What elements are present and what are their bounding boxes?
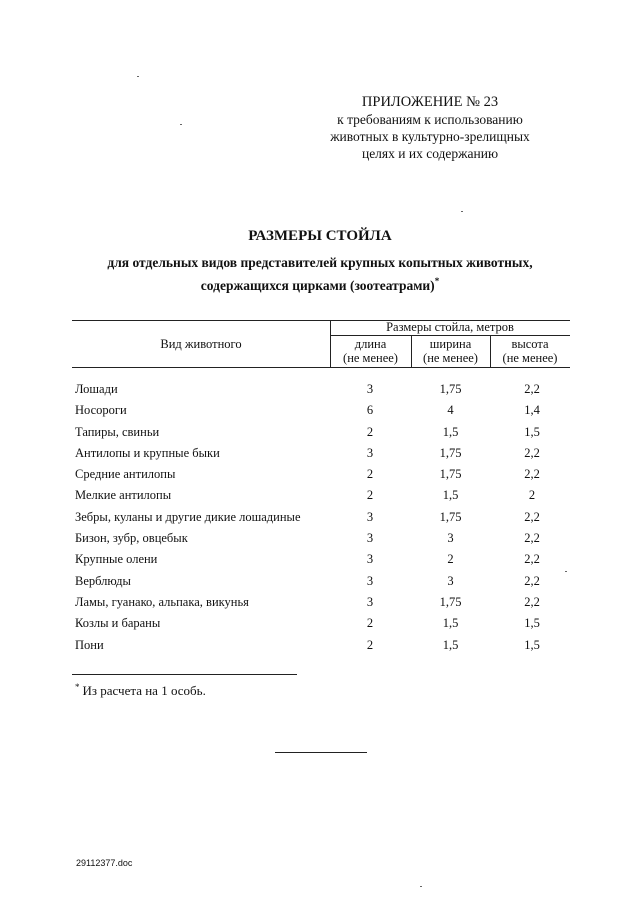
row-animal: Лошади: [75, 382, 118, 396]
row-animal: Носороги: [75, 403, 127, 417]
row-animal: Антилопы и крупные быки: [75, 446, 220, 460]
row-animal: Бизон, зубр, овцебык: [75, 531, 188, 545]
row-height: 2,2: [524, 382, 540, 396]
row-height: 2,2: [524, 467, 540, 481]
row-animal: Ламы, гуанако, альпака, викунья: [75, 595, 249, 609]
scan-speck: [180, 124, 182, 125]
row-length: 3: [366, 552, 374, 566]
document-subtitle: [60, 254, 580, 295]
header-height: [490, 337, 570, 365]
row-height: 2,2: [524, 446, 540, 460]
footnote-text: Из расчета на 1 особь.: [82, 683, 206, 698]
header-length-note: (не менее): [343, 351, 398, 365]
appendix-heading: [300, 94, 560, 162]
row-width: 2: [447, 552, 454, 566]
appendix-line-3: целях и их содержанию: [361, 146, 499, 161]
row-animal: Верблюды: [75, 574, 131, 588]
scan-speck: [420, 886, 422, 887]
row-width: 3: [447, 574, 454, 588]
row-width: 3: [447, 531, 454, 545]
header-length: [330, 337, 411, 365]
subtitle-line-2: [60, 272, 580, 295]
header-height-label: высота: [511, 337, 549, 351]
row-height: 2,2: [524, 531, 540, 545]
header-length-label: длина: [354, 337, 387, 351]
header-sizes: Размеры стойла, метров: [386, 320, 514, 334]
row-height: 2: [528, 488, 536, 502]
row-height: 1,4: [524, 403, 540, 417]
row-width: 1,5: [442, 488, 459, 502]
row-animal: Зебры, куланы и другие дикие лошадиные: [75, 510, 301, 524]
table-subheader-rule: [330, 335, 570, 336]
header-height-note: (не менее): [502, 351, 558, 365]
row-width: 1,75: [439, 382, 462, 396]
header-animal: Вид животного: [160, 337, 242, 351]
row-width: 1,5: [442, 638, 459, 652]
row-length: 2: [366, 638, 374, 652]
document-title: РАЗМЕРЫ СТОЙЛА: [248, 228, 392, 244]
row-animal: Тапиры, свиньи: [75, 425, 160, 439]
scan-speck: [565, 571, 567, 572]
row-height: 2,2: [524, 510, 540, 524]
row-height: 1,5: [524, 638, 540, 652]
row-length: 3: [366, 510, 374, 524]
row-length: 6: [366, 403, 374, 417]
row-length: 2: [366, 467, 374, 481]
appendix-line-2: животных в культурно-зрелищных: [330, 129, 530, 144]
row-width: 1,5: [442, 425, 459, 439]
row-height: 2,2: [524, 552, 540, 566]
row-length: 2: [366, 425, 374, 439]
row-height: 1,5: [524, 425, 540, 439]
footnote-mark: *: [75, 682, 80, 692]
row-length: 3: [366, 446, 374, 460]
row-width: 1,75: [439, 446, 462, 460]
row-length: 3: [366, 574, 374, 588]
subtitle-line-1: для отдельных видов представителей крупных копытных животных,: [107, 255, 533, 270]
footnote-separator: [72, 674, 297, 675]
row-width: 4: [447, 403, 454, 417]
header-width-label: ширина: [429, 337, 472, 351]
row-width: 1,75: [439, 595, 462, 609]
scan-speck: [137, 76, 139, 77]
table-header-bottom-rule: [72, 367, 570, 368]
header-width: [411, 337, 490, 365]
row-length: 3: [366, 595, 374, 609]
row-length: 3: [366, 382, 374, 396]
row-height: 2,2: [524, 595, 540, 609]
subtitle-footnote-mark: *: [434, 276, 440, 286]
row-length: 2: [366, 488, 374, 502]
row-width: 1,75: [439, 467, 462, 481]
appendix-number: ПРИЛОЖЕНИЕ № 23: [361, 94, 499, 110]
header-width-note: (не менее): [423, 351, 478, 365]
row-animal: Мелкие антилопы: [75, 488, 172, 502]
end-rule: [275, 752, 367, 753]
footnote: [75, 682, 206, 699]
doc-file-name: 29112377.doc: [76, 858, 133, 868]
row-height: 2,2: [524, 574, 540, 588]
row-width: 1,75: [439, 510, 462, 524]
row-animal: Козлы и бараны: [75, 616, 161, 630]
subtitle-line-2-text: содержащихся цирками (зоотеатрами): [200, 278, 435, 293]
row-animal: Пони: [75, 638, 104, 652]
appendix-line-1: к требованиям к использованию: [337, 112, 523, 127]
scan-speck: [461, 211, 463, 212]
row-height: 1,5: [524, 616, 540, 630]
row-animal: Средние антилопы: [75, 467, 176, 481]
row-length: 3: [366, 531, 374, 545]
row-length: 2: [366, 616, 374, 630]
row-width: 1,5: [442, 616, 459, 630]
row-animal: Крупные олени: [75, 552, 158, 566]
